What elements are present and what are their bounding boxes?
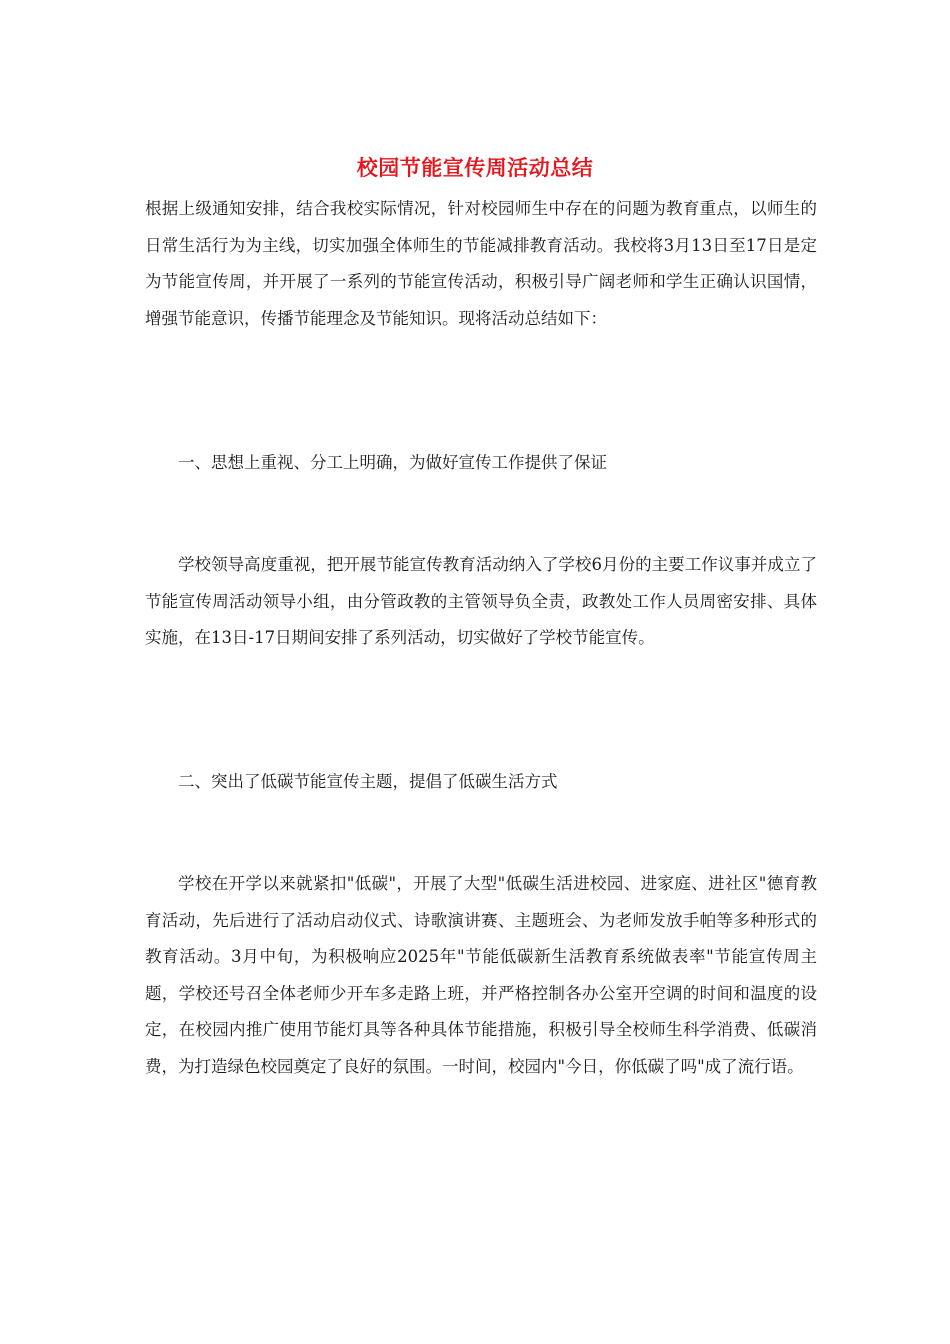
- document-title: 校园节能宣传周活动总结: [356, 155, 594, 180]
- intro-paragraph: 根据上级通知安排，结合我校实际情况，针对校园师生中存在的问题为教育重点，以师生的日常生活行为为主线，切实加强全体师生的节能减排教育活动。我校将3月13日至17日是定为节能宣传周，并开展了一系列的节能宣传活动，积极引导广阔老师和学生正确认识国情，增强节能意识，传播节能理念及节能知识。现将活动总结如下：: [145, 199, 817, 328]
- section-heading-2: 二、突出了低碳节能宣传主题，提倡了低碳生活方式: [178, 772, 558, 791]
- section-body-1: 学校领导高度重视，把开展节能宣传教育活动纳入了学校6月份的主要工作议事并成立了节能宣传周活动领导小组，由分管政教的主管领导负全责，政教处工作人员周密安排、具体实施，在13日-17日期间安排了系列活动，切实做好了学校节能宣传。: [145, 555, 817, 647]
- section-body-2: 学校在开学以来就紧扣"低碳"，开展了大型"低碳生活进校园、进家庭、进社区"德育教育活动，先后进行了活动启动仪式、诗歌演讲赛、主题班会、为老师发放手帕等多种形式的教育活动。3月中旬，为积极响应2025年"节能低碳新生活教育系统做表率"节能宣传周主题，学校还号召全体老师少开车多走路上班，并严格控制各办公室开空调的时间和温度的设定，在校园内推广使用节能灯具等各种具体节能措施，积极引导全校师生科学消费、低碳消费，为打造绿色校园奠定了良好的氛围。一时间，校园内"今日，你低碳了吗"成了流行语。: [145, 874, 817, 1076]
- section-heading-1: 一、思想上重视、分工上明确，为做好宣传工作提供了保证: [178, 453, 607, 472]
